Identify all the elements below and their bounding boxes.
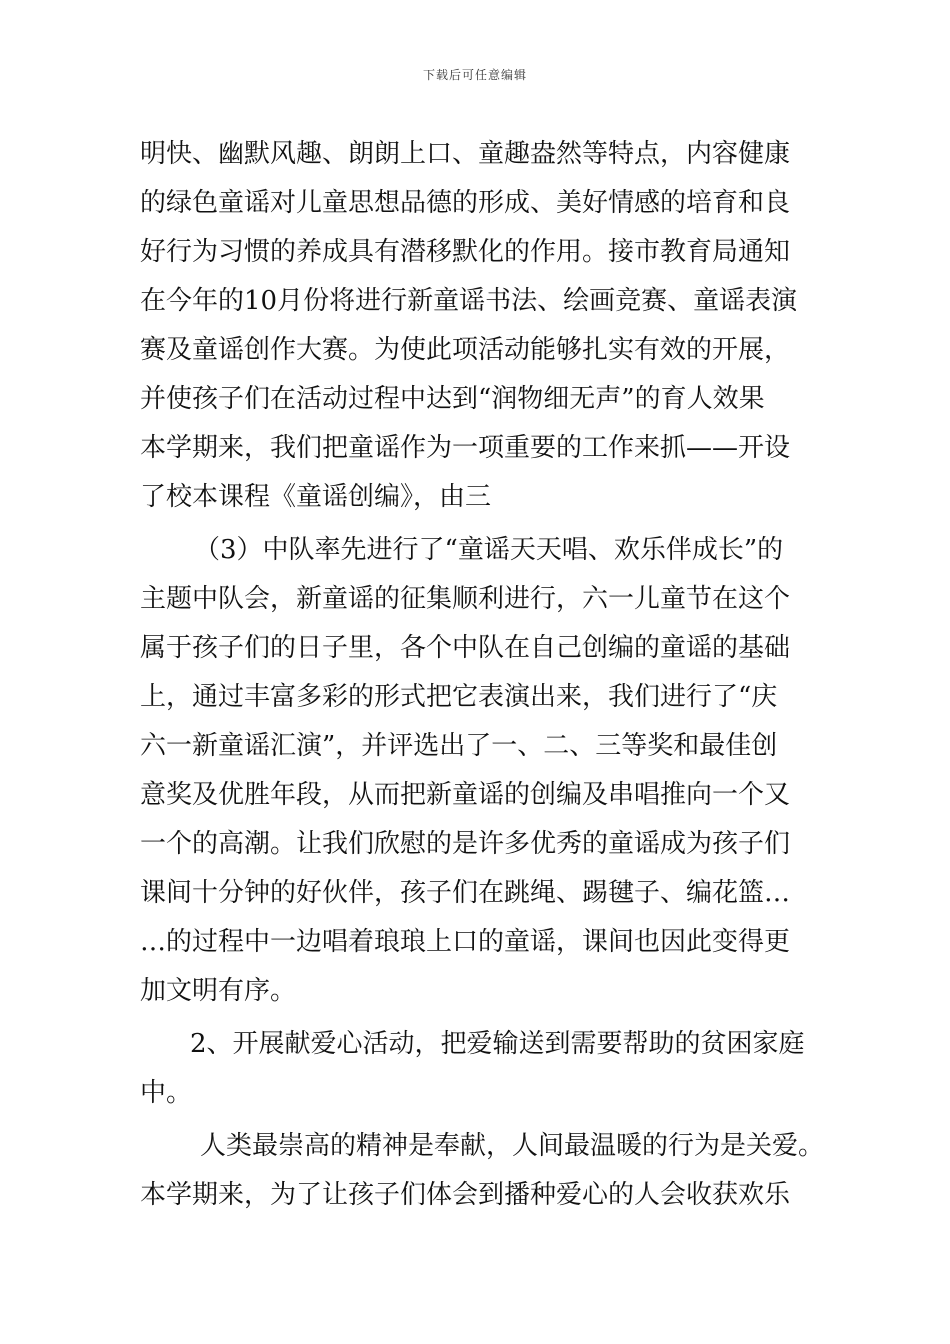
page-header: 下载后可任意编辑 — [422, 68, 527, 82]
text-line: 的绿色童谣对儿童思想品德的形成、美好情感的培育和良 — [140, 188, 791, 218]
text-line: 本学期来，我们把童谣作为一项重要的工作来抓——开设 — [140, 433, 791, 463]
text-line: 在今年的10月份将进行新童谣书法、绘画竞赛、童谣表演 — [140, 286, 798, 316]
text-line: 本学期来，为了让孩子们体会到播种爱心的人会收获欢乐 — [140, 1180, 791, 1210]
text-line: 一个的高潮。让我们欣慰的是许多优秀的童谣成为孩子们 — [140, 829, 791, 859]
text-line: 中。 — [140, 1078, 193, 1108]
paragraph-2 — [140, 526, 820, 1016]
text-line: 2、开展献爱心活动，把爱输送到需要帮助的贫困家庭 — [190, 1029, 805, 1059]
text-line: 了校本课程《童谣创编》，由三 — [140, 482, 492, 512]
text-line: 加文明有序。 — [140, 976, 297, 1006]
text-line: 赛及童谣创作大赛。为使此项活动能够扎实有效的开展， — [140, 335, 791, 365]
text-line: 人类最崇高的精神是奉献，人间最温暖的行为是关爱。 — [200, 1131, 825, 1161]
paragraph-4 — [140, 1122, 825, 1220]
text-line: 上，通过丰富多彩的形式把它表演出来，我们进行了“庆 — [140, 682, 778, 712]
text-line: 明快、幽默风趣、朗朗上口、童趣盎然等特点，内容健康 — [140, 139, 791, 169]
paragraph-3 — [140, 1020, 820, 1118]
text-line: 好行为习惯的养成具有潜移默化的作用。接市教育局通知 — [140, 237, 791, 267]
paragraph-1 — [140, 130, 820, 522]
text-line: 六一新童谣汇演”，并评选出了一、二、三等奖和最佳创 — [140, 731, 778, 761]
text-line: 属于孩子们的日子里，各个中队在自己创编的童谣的基础 — [140, 633, 791, 663]
text-line: 意奖及优胜年段，从而把新童谣的创编及串唱推向一个又 — [140, 780, 791, 810]
text-line: …的过程中一边唱着琅琅上口的童谣，课间也因此变得更 — [140, 927, 791, 957]
text-line: 主题中队会，新童谣的征集顺利进行，六一儿童节在这个 — [140, 584, 791, 614]
document-body — [140, 130, 825, 1220]
text-line: （3）中队率先进行了“童谣天天唱、欢乐伴成长”的 — [194, 535, 784, 565]
text-line: 课间十分钟的好伙伴，孩子们在跳绳、踢毽子、编花篮… — [140, 878, 791, 908]
text-line: 并使孩子们在活动过程中达到“润物细无声”的育人效果 — [140, 384, 765, 414]
